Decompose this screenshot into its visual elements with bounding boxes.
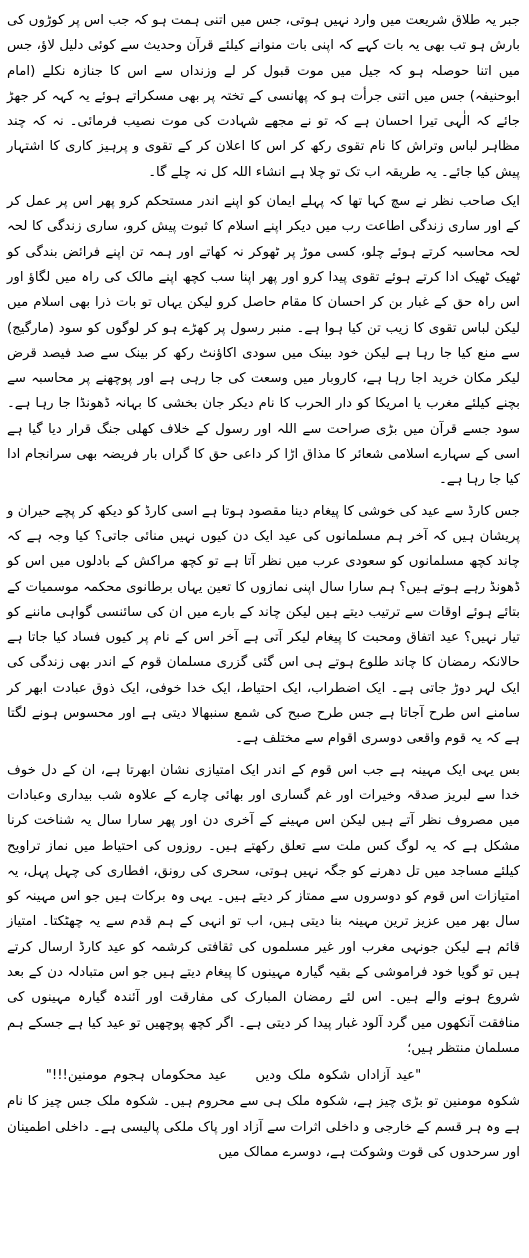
paragraph-5: شکوہ مومنین تو بڑی چیز ہے، شکوہ ملک ہی سے محروم ہیں۔ شکوہ ملک جس چیز کا نام ہے وہ ہر قسم کے خارجی و داخلی اثرات سے آزاد اور پاک ملکی پالیسی ہے۔ داخلی اطمینان اور سرحدوں کی قوت وشوکت ہے، دوسرے ممالک میں xyxy=(7,1094,520,1161)
verse-second-half: عید محکوماں ہجوم مومنین!!!" xyxy=(45,1068,228,1084)
verse-first-half: "عید آزاداں شکوہ ملک ودیں xyxy=(255,1068,422,1084)
paragraph-2: ایک صاحب نظر نے سچ کہا تھا کہ پہلے ایمان کو اپنے اندر مستحکم کرو پھر اس پر عمل کر کے اور ساری زندگی اطاعت رب میں دیکر اپنے اسلام کا ثبوت پیش کرو، ساری زندگی کا لحہ لحہ محاسبہ کرتے ہوئے چلو، کسی موڑ پر ٹھوکر نہ کھاتے اور ہمہ تن اپنے فرائض بندگی کو ٹھیک ٹھیک ادا کرتے ہوئے تقوی پیدا کرو اور پھر اپنا سب کچھ اپنے مالک کی راہ میں لگاؤ اور اس راہ حق کے غبار بن کر احسان کا مقام حاصل کرو لیکن یہاں تو بات ذرا بھی اسلام میں لیکن لباس تقوی کا زیب تن کیا ہوا ہے۔ منبر رسول پر کھڑے ہو کر لوگوں کو سود (مارگیج) سے منع کیا جا رہا ہے لیکن خود بینک میں سودی اکاؤنٹ رکھ کر بینک سے صد فیصد قرض لیکر مکان خرید اجا رہا ہے، کاروبار میں وسعت کی جا رہی ہے اور پوچھنے پر محاسبہ سے بچنے کیلئے مغرب یا امریکا کو دار الحرب کا نام دیکر جان بخشی کا بہانہ ڈھونڈا جا رہا ہے۔ سود جسے قرآن میں بڑی صراحت سے اللہ اور رسول کے خلاف کھلی جنگ قرار دیا گیا ہے اسی کے سہارے اسلامی شعائر کا مذاق اڑا کر داعی حق کا گراں بار فریضہ بھی سرانجام ادا کیا جا رہا ہے۔ xyxy=(7,194,520,488)
poetry-verse xyxy=(7,1063,520,1088)
paragraph-3: جس کارڈ سے عید کی خوشی کا پیغام دینا مقصود ہوتا ہے اسی کارڈ کو دیکھ کر پچے حیران و پریشان ہیں کہ آخر ہم مسلمانوں کی عید ایک دن کیوں نہیں منائی جاتی؟ کیا وجہ ہے کہ چاند کچھ مسلمانوں کو سعودی عرب میں نظر آتا ہے تو کچھ مراکش کے بادلوں میں اس کو ڈھونڈ رہے ہوتے ہیں؟ ہم سارا سال اپنی نمازوں کا تعین یہاں برطانوی محکمہ موسمیات کے بتائے ہوئے اوقات سے ترتیب دیتے ہیں لیکن چاند کے بارے میں ان کی سائنسی گواہی ماننے کو تیار نہیں؟ عید اتفاق ومحبت کا پیغام لیکر آتی ہے آخر اس کے نام پر کیوں فساد کیا جاتا ہے حالانکہ رمضان کا چاند طلوع ہوتے ہی اس گئی گزری مسلمان قوم کے اندر بھی زندگی کی ایک لہر دوڑ جاتی ہے۔ ایک اضطراب، ایک احتیاط، ایک خدا خوفی، ایک ذوق عبادت ابھر کر سامنے اس طرح آجاتا ہے جس طرح صبح کی شمع سنبھالا دیتی ہے اور محسوس ہونے لگتا ہے کہ یہ قوم واقعی دوسری اقوام سے مختلف ہے۔ xyxy=(7,503,520,747)
paragraph-4: بس یہی ایک مہینہ ہے جب اس قوم کے اندر ایک امتیازی نشان ابھرتا ہے، ان کے دل خوف خدا سے لبریز صدقہ وخیرات اور غم گساری اور بھائی چارے کے علاوہ شب بیداری وعبادات میں مصروف نظر آتے ہیں لیکن اس مہینے کے آخری دن اور پھر سارا سال یہ شناخت کرنا مشکل ہے کہ یہ لوگ کس ملت سے تعلق رکھتے ہیں۔ روزوں کی احتیاط میں نماز تراویح کیلئے مساجد میں تل دھرنے کو جگہ نہیں ہوتی، سحری کی رونق، افطاری کی چہل پہل، یہ امتیازات اس قوم کو دوسروں سے ممتاز کر دیتے ہیں۔ یہی وہ برکات ہیں جو اس مہینہ کو سال بھر میں عزیز ترین مہینہ بنا دیتی ہیں، اب تو انہی کے ہم قدم سے یہ چھٹکتا۔ امتیاز قائم ہے لیکن جونہی مغرب اور غیر مسلموں کی ثقافتی کرشمہ کو عید کارڈ ارسال کرتے ہیں تو گویا خود فراموشی کے بقیہ گیارہ مہینوں کا پیغام دیتے ہیں جو اس متبادلہ دن کے بعد شروع ہونے والے ہیں۔ اس لئے رمضان المبارک کی مفارقت اور آئندہ گیارہ مہینوں کی منافقت آنکھوں میں گرد آلود غبار پیدا کر دیتی ہے۔ اگر کچھ پوچھیں تو عید کیا ہے جسکے ہم مسلمان منتظر ہیں؛ xyxy=(7,762,520,1056)
paragraph-1: جبر یہ طلاق شریعت میں وارد نہیں ہوتی، جس میں اتنی ہمت ہو کہ جب اس پر کوڑوں کی بارش ہو تب بھی یہ بات کہے کہ اپنی بات منوانے کیلئے قرآن وحدیث سے کوئی دلیل لاؤ، جس میں اتنا حوصلہ ہو کہ جیل میں موت قبول کر لے وزنداں سے اس کا جنازہ نکلے (امام ابوحنیفہ) جس میں اتنی جرأت ہو کہ پھانسی کے تختہ پر بھی مسکراتے ہوئے یہ کہہ کر جھڑ جائے کہ الٰہی تیرا احسان ہے کہ تو نے مجھے شہادت کی موت نصیب فرمائی۔ نہ کہ چند مظاہر لباس وتراش کا نام تقوی رکھ کر اس کا اعلان کر کے تقوی و پرہیز کاری کا اشتہار پیش کیا جائے۔ یہ طریقہ اب تک تو چلا ہے انشاء اللہ کل نہ چلے گا۔ xyxy=(7,13,520,180)
